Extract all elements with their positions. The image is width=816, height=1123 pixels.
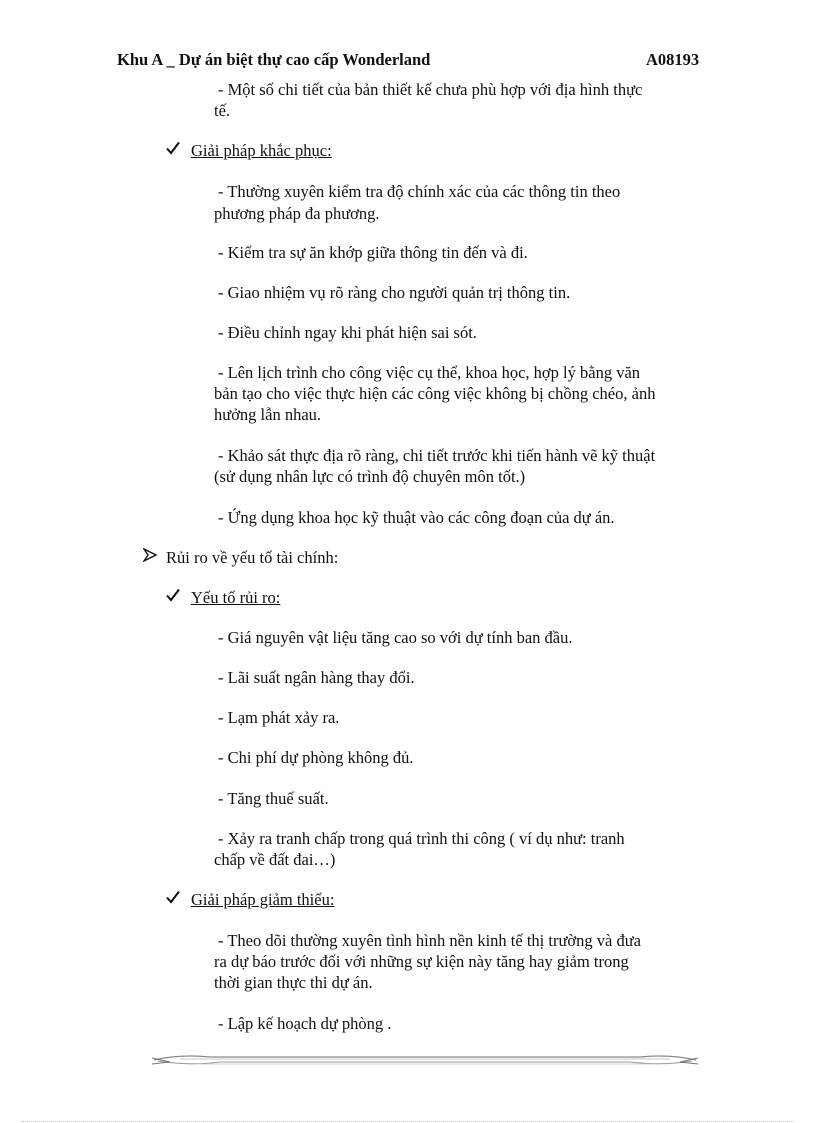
paragraph-line: chấp về đất đai…) [214,850,336,869]
header-title: Khu A _ Dự án biệt thự cao cấp Wonderland [117,50,431,69]
paragraph-line: - Lạm phát xảy ra. [218,708,340,727]
solution-heading: Giải pháp khắc phục: [191,141,332,160]
paragraph-line: - Chi phí dự phòng không đủ. [218,748,414,767]
paragraph-line: thời gian thực thi dự án. [214,973,373,992]
checkmark-icon [166,141,180,155]
paragraph-line: phương pháp đa phương. [214,204,380,223]
checkmark-icon [166,890,180,904]
risk-heading: Yếu tố rủi ro: [191,588,281,607]
paragraph-line: - Kiểm tra sự ăn khớp giữa thông tin đến và đi. [218,243,528,262]
paragraph-line: - Giá nguyên vật liệu tăng cao so với dự tính ban đầu. [218,628,573,647]
paragraph-line: - Ứng dụng khoa học kỹ thuật vào các công đoạn của dự án. [218,508,615,527]
paragraph-line: - Lên lịch trình cho công việc cụ thể, khoa học, hợp lý bằng văn [218,363,641,382]
paragraph-line: - Lập kế hoạch dự phòng . [218,1014,392,1033]
decorative-divider [150,1048,700,1072]
paragraph-line: - Khảo sát thực địa rõ ràng, chi tiết trước khi tiến hành vẽ kỹ thuật [218,446,656,465]
paragraph-line: ra dự báo trước đối với những sự kiện này tăng hay giảm trong [214,952,629,971]
paragraph-line: - Thường xuyên kiểm tra độ chính xác của các thông tin theo [218,182,621,201]
paragraph-line: - Giao nhiệm vụ rõ ràng cho người quản trị thông tin. [218,283,571,302]
section-title: Rủi ro về yếu tố tài chính: [166,548,339,567]
paragraph-line: - Điều chỉnh ngay khi phát hiện sai sót. [218,323,477,342]
paragraph-line: bản tạo cho việc thực hiện các công việc không bị chồng chéo, ảnh [214,384,656,403]
document-code: A08193 [646,50,700,69]
paragraph-line: - Tăng thuế suất. [218,789,329,808]
page-bottom-edge [22,1121,794,1122]
paragraph-line: - Theo dõi thường xuyên tình hình nền kinh tế thị trường và đưa [218,931,641,950]
arrowhead-bullet-icon [143,548,157,562]
intro-line-2: tế. [214,101,231,120]
paragraph-line: - Xảy ra tranh chấp trong quá trình thi công ( ví dụ như: tranh [218,829,625,848]
mitigation-heading: Giải pháp giảm thiểu: [191,890,335,909]
checkmark-icon [166,588,180,602]
paragraph-line: - Lãi suất ngân hàng thay đổi. [218,668,415,687]
paragraph-line: hưởng lẫn nhau. [214,405,322,424]
paragraph-line: (sử dụng nhân lực có trình độ chuyên môn tốt.) [214,467,526,486]
intro-line-1: - Một số chi tiết của bản thiết kế chưa phù hợp với địa hình thực [218,80,643,99]
